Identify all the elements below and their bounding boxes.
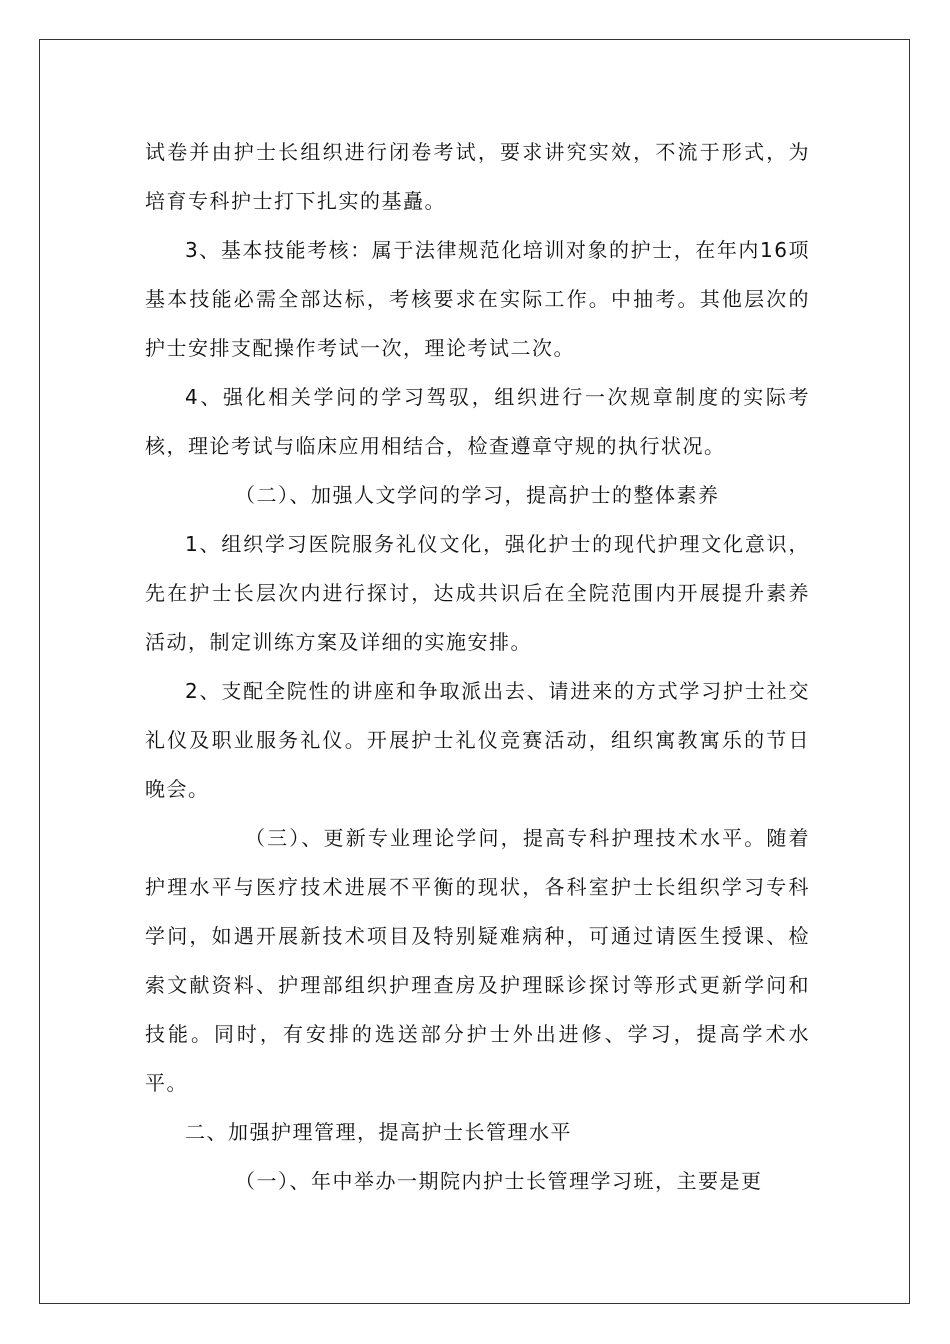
section-heading-2-1: （一）、年中举办一期院内护士长管理学习班，主要是更 xyxy=(235,1169,763,1193)
document-body xyxy=(145,128,810,1206)
section-heading-3: （三）、更新专业理论学问，提高专科护理技术水平。随着护理水平与医疗技术进展不平衡的现状，各科室护士长组织学习专科学问，如遇开展新技术项目及特别疑难病种，可通过请医生授课、检索文献资料、护理部组织护理查房及护理睬诊探讨等形式更新学问和技能。同时，有安排的选送部分护士外出进修、学习，提高学术水平。 xyxy=(145,826,810,1095)
paragraph-continuation: 试卷并由护士长组织进行闭卷考试，要求讲究实效，不流于形式，为培育专科护士打下扎实的基矗。 xyxy=(145,140,810,213)
section-heading-2: （二）、加强人文学问的学习，提高护士的整体素养 xyxy=(235,483,720,507)
paragraph-sub-2: 2、支配全院性的讲座和争取派出去、请进来的方式学习护士社交礼仪及职业服务礼仪。开展护士礼仪竞赛活动，组织寓教寓乐的节日晚会。 xyxy=(145,679,810,801)
paragraph-sub-1: 1、组织学习医院服务礼仪文化，强化护士的现代护理文化意识，先在护士长层次内进行探讨，达成共识后在全院范围内开展提升素养活动，制定训练方案及详细的实施安排。 xyxy=(145,532,810,654)
paragraph-item-4: 4、强化相关学问的学习驾驭，组织进行一次规章制度的实际考核，理论考试与临床应用相结合，检查遵章守规的执行状况。 xyxy=(145,385,810,458)
part-heading-2: 二、加强护理管理，提高护士长管理水平 xyxy=(185,1120,572,1144)
paragraph-item-3: 3、基本技能考核：属于法律规范化培训对象的护士，在年内16项基本技能必需全部达标，考核要求在实际工作。中抽考。其他层次的护士安排支配操作考试一次，理论考试二次。 xyxy=(145,238,810,360)
